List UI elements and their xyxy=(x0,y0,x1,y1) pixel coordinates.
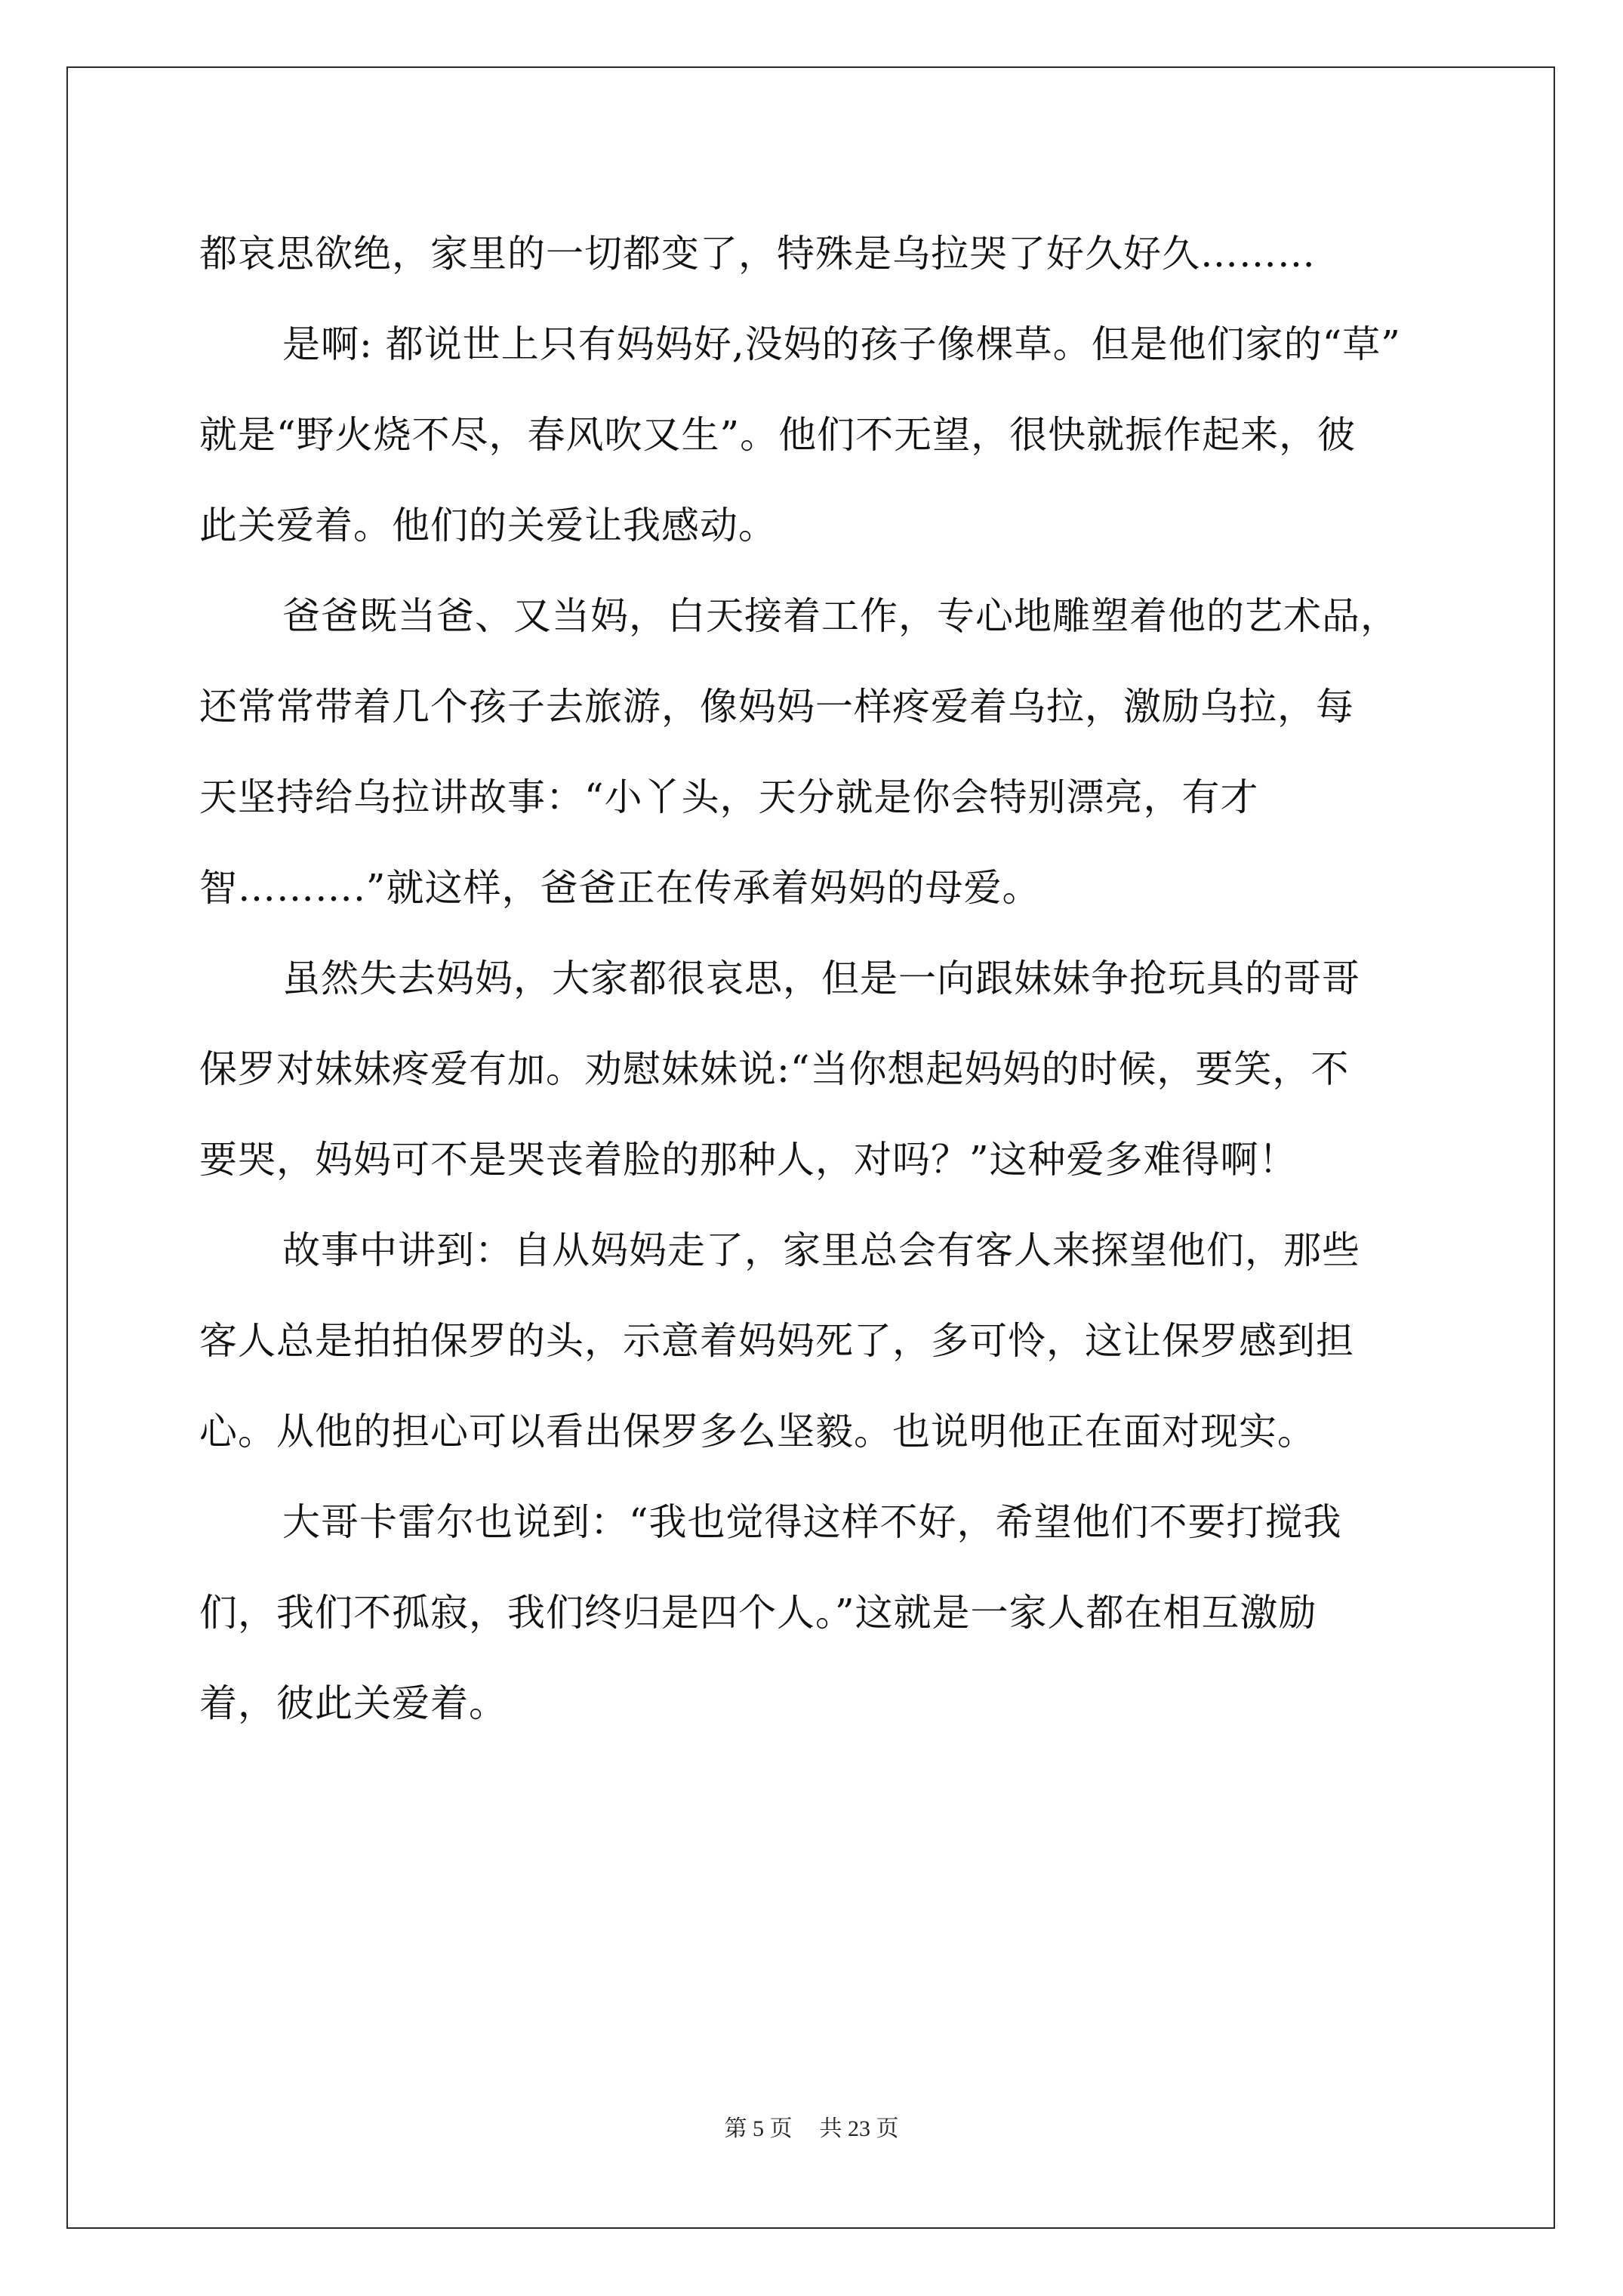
text-line: 都哀思欲绝，家里的一切都变了，特殊是乌拉哭了好久好久……… xyxy=(199,232,1316,276)
text-line: 就是“野火烧不尽，春风吹又生”。他们不无望，很快就振作起来，彼 xyxy=(199,413,1357,457)
text-line: 故事中讲到：自从妈妈走了，家里总会有客人来探望他们，那些 xyxy=(282,1228,1360,1272)
text-line: 要哭，妈妈可不是哭丧着脸的那种人，对吗？”这种爱多难得啊！ xyxy=(199,1138,1298,1182)
page-total: 共 23 页 xyxy=(819,2116,899,2141)
text-line: 爸爸既当爸、又当妈，白天接着工作，专心地雕塑着他的艺术品， xyxy=(282,594,1399,638)
text-line: 心。从他的担心可以看出保罗多么坚毅。也说明他正在面对现实。 xyxy=(199,1410,1316,1453)
text-line: 天坚持给乌拉讲故事：“小丫头，天分就是你会特别漂亮，有才 xyxy=(199,775,1259,819)
page-footer xyxy=(0,2116,1623,2143)
text-line: 客人总是拍拍保罗的头，示意着妈妈死了，多可怜，这让保罗感到担 xyxy=(199,1319,1354,1363)
page-number: 第 5 页 xyxy=(724,2116,793,2141)
text-line: 虽然失去妈妈，大家都很哀思，但是一向跟妹妹争抢玩具的哥哥 xyxy=(282,957,1360,1000)
text-line: 此关爱着。他们的关爱让我感动。 xyxy=(199,504,777,547)
text-line: 智……….”就这样，爸爸正在传承着妈妈的母爱。 xyxy=(199,866,1041,910)
text-line: 们，我们不孤寂，我们终归是四个人。”这就是一家人都在相互激励 xyxy=(199,1591,1317,1635)
text-line: 着，彼此关爱着。 xyxy=(199,1681,507,1725)
text-line: 保罗对妹妹疼爱有加。劝慰妹妹说:“当你想起妈妈的时候，要笑，不 xyxy=(199,1047,1350,1091)
text-line: 还常常带着几个孩子去旅游，像妈妈一样疼爱着乌拉，激励乌拉，每 xyxy=(199,685,1354,729)
text-line: 是啊: 都说世上只有妈妈好,没妈的孩子像棵草。但是他们家的“草” xyxy=(282,322,1401,366)
text-line: 大哥卡雷尔也说到：“我也觉得这样不好，希望他们不要打搅我 xyxy=(282,1500,1342,1544)
